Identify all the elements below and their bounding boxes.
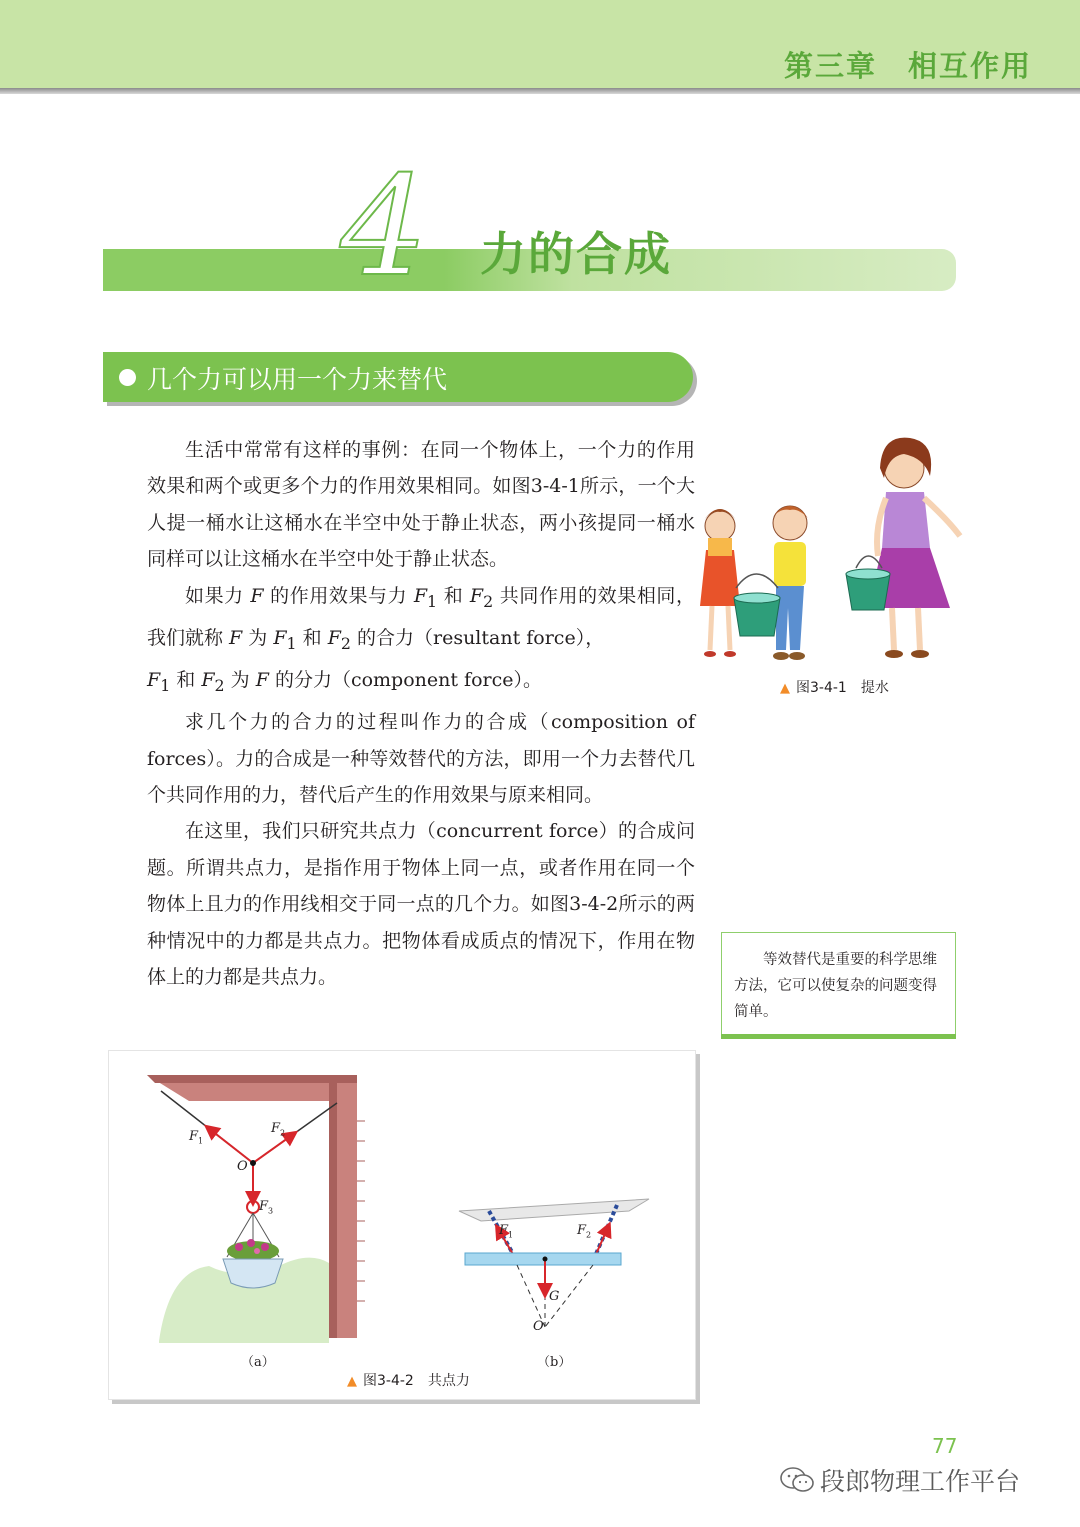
paragraph-2 bbox=[147, 578, 695, 705]
force-symbol: F bbox=[147, 669, 161, 692]
force-symbol: F bbox=[229, 626, 243, 649]
section-number: 4 bbox=[340, 146, 428, 307]
label-a-o: O bbox=[237, 1159, 248, 1174]
text-run: 的合力（resultant force）， bbox=[350, 626, 605, 649]
page-number: 77 bbox=[932, 1434, 958, 1458]
figure-1-caption bbox=[780, 677, 889, 697]
label-b-o: O bbox=[533, 1319, 544, 1334]
header-divider bbox=[0, 88, 1080, 94]
text-run: 共同作用的效果相同，我们就称 bbox=[147, 584, 695, 649]
figure-concurrent-forces bbox=[108, 1050, 696, 1400]
force-symbol: F bbox=[250, 584, 264, 607]
text-run: 的作用效果与力 bbox=[263, 584, 414, 607]
carrying-water-illustration bbox=[698, 428, 970, 676]
text-run: 和 bbox=[437, 584, 470, 607]
text-run: 和 bbox=[170, 669, 202, 692]
label-b-g: G bbox=[549, 1289, 560, 1304]
force-symbol: F bbox=[273, 626, 287, 649]
subscript: 2 bbox=[214, 675, 225, 695]
label-b-f2: $F_2$ bbox=[577, 1223, 592, 1240]
triangle-marker-icon: ▲ bbox=[347, 1374, 357, 1389]
figure-1-caption-text: 图3-4-1 提水 bbox=[796, 680, 889, 696]
figure-carrying-water bbox=[698, 428, 970, 676]
side-note-text: 等效替代是重要的科学思维方法，它可以使复杂的问题变得简单。 bbox=[734, 952, 937, 1020]
force-symbol: F bbox=[327, 626, 341, 649]
wechat-icon bbox=[780, 1466, 814, 1500]
text-run: 和 bbox=[296, 626, 328, 649]
label-a-f1: $F_1$ bbox=[189, 1129, 204, 1146]
force-symbol: F bbox=[469, 584, 484, 607]
figure-2-caption-text: 图3-4-2 共点力 bbox=[363, 1373, 470, 1389]
subscript: 2 bbox=[483, 591, 494, 611]
label-b-f1: $F_1$ bbox=[499, 1223, 514, 1240]
triangle-marker-icon: ▲ bbox=[780, 681, 790, 696]
subsection-tab bbox=[103, 352, 693, 402]
subsection-title: 几个力可以用一个力来替代 bbox=[147, 365, 448, 394]
text-run: 为 bbox=[224, 669, 256, 692]
force-symbol: F bbox=[201, 669, 215, 692]
watermark bbox=[780, 1462, 1020, 1500]
watermark-text: 段郎物理工作平台 bbox=[820, 1467, 1021, 1496]
paragraph-4: 在这里，我们只研究共点力（concurrent force）的合成问题。所谓共点力，是指作用于物体上同一点，或者作用在同一个物体上且力的作用线相交于同一点的几个力。如图3-4-2所示的两种情况中的力都是共点力。把物体看成质点的情况下，作用在物体上的力都是共点力。 bbox=[147, 820, 695, 989]
force-symbol: F bbox=[255, 669, 269, 692]
text-run: 为 bbox=[242, 626, 274, 649]
chapter-title: 第三章 相互作用 bbox=[783, 49, 1032, 83]
subscript: 1 bbox=[160, 675, 171, 695]
diagram-b bbox=[459, 1199, 649, 1327]
body-text bbox=[147, 432, 695, 995]
diagram-a bbox=[147, 1075, 365, 1343]
label-b: （b） bbox=[537, 1355, 572, 1370]
side-note bbox=[721, 932, 956, 1039]
paragraph-3: 求几个力的合力的过程叫作力的合成（composition of forces）。力的合成是一种等效替代的方法，即用一个力去替代几个共同作用的力，替代后产生的作用效果与原来相同。 bbox=[147, 711, 695, 807]
paragraph-1: 生活中常常有这样的事例：在同一个物体上，一个力的作用效果和两个或更多个力的作用效果相同。如图3-4-1所示，一个大人提一桶水让这桶水在半空中处于静止状态，两小孩提同一桶水同样可以让这桶水在半空中处于静止状态。 bbox=[147, 439, 695, 571]
concurrent-forces-diagrams bbox=[109, 1051, 697, 1401]
section-title: 力的合成 bbox=[480, 227, 672, 281]
text-run: 的分力（component force）。 bbox=[268, 669, 542, 692]
side-note-underline bbox=[721, 1034, 956, 1039]
label-a-f2: $F_2$ bbox=[271, 1121, 286, 1138]
subscript: 2 bbox=[340, 633, 351, 653]
label-a-f3: $F_3$ bbox=[259, 1199, 274, 1216]
force-symbol: F bbox=[413, 584, 428, 607]
figure-2-caption bbox=[347, 1370, 470, 1390]
bullet-dot-icon bbox=[119, 369, 136, 386]
text-run: 如果力 bbox=[185, 584, 251, 607]
label-a: （a） bbox=[241, 1355, 275, 1370]
subscript: 1 bbox=[427, 591, 438, 611]
subscript: 1 bbox=[286, 633, 297, 653]
